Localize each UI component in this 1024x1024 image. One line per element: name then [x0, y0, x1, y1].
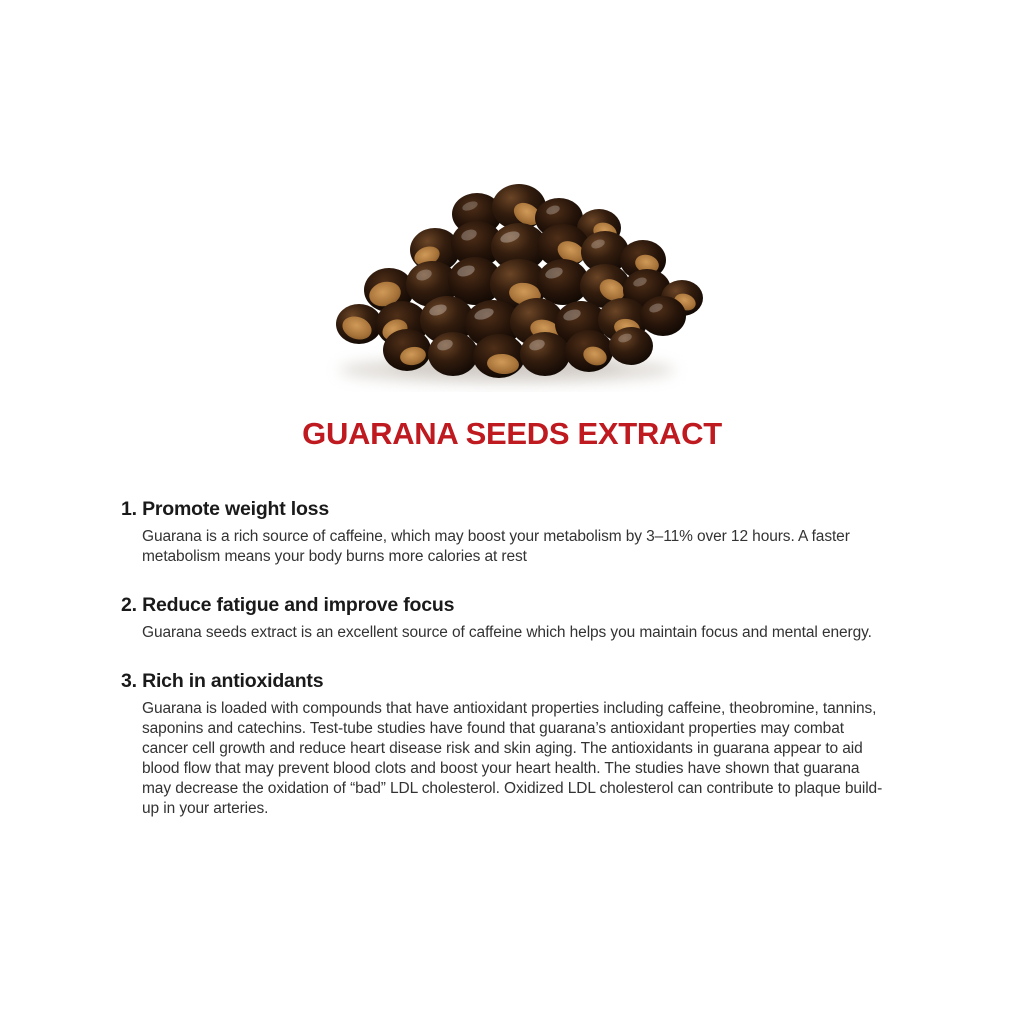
guarana-seeds-photo [307, 152, 717, 392]
benefit-body-2: Guarana seeds extract is an excellent source of caffeine which helps you maintain focus and mental energy. [142, 624, 872, 641]
benefit-heading-3: 3. Rich in antioxidants [121, 670, 324, 692]
benefit-body-3: Guarana is loaded with compounds that have antioxidant properties including caffeine, theobromine, tannins, saponins and catechins. Test-tube studies have found that guarana’s antioxidant properties may combat cancer cell growth and reduce heart disease risk and skin aging. The antioxidants in guarana appear to aid blood flow that may prevent blood clots and boost your heart health. The studies have shown that guarana may decrease the oxidation of “bad” LDL cholesterol. Oxidized LDL cholesterol can contribute to plaque build-up in your arteries. [142, 700, 883, 817]
benefit-body-1: Guarana is a rich source of caffeine, which may boost your metabolism by 3–11% over 12 hours. A faster metabolism means your body burns more calories at rest [142, 528, 850, 565]
benefit-section-2 [121, 594, 891, 643]
page-title: GUARANA SEEDS EXTRACT [302, 416, 722, 451]
guarana-seeds-illustration [307, 152, 717, 392]
benefit-section-1 [121, 498, 891, 567]
benefit-section-3 [121, 670, 891, 819]
benefits-list [121, 498, 891, 819]
benefit-heading-1: 1. Promote weight loss [121, 498, 329, 520]
benefit-heading-2: 2. Reduce fatigue and improve focus [121, 594, 455, 616]
